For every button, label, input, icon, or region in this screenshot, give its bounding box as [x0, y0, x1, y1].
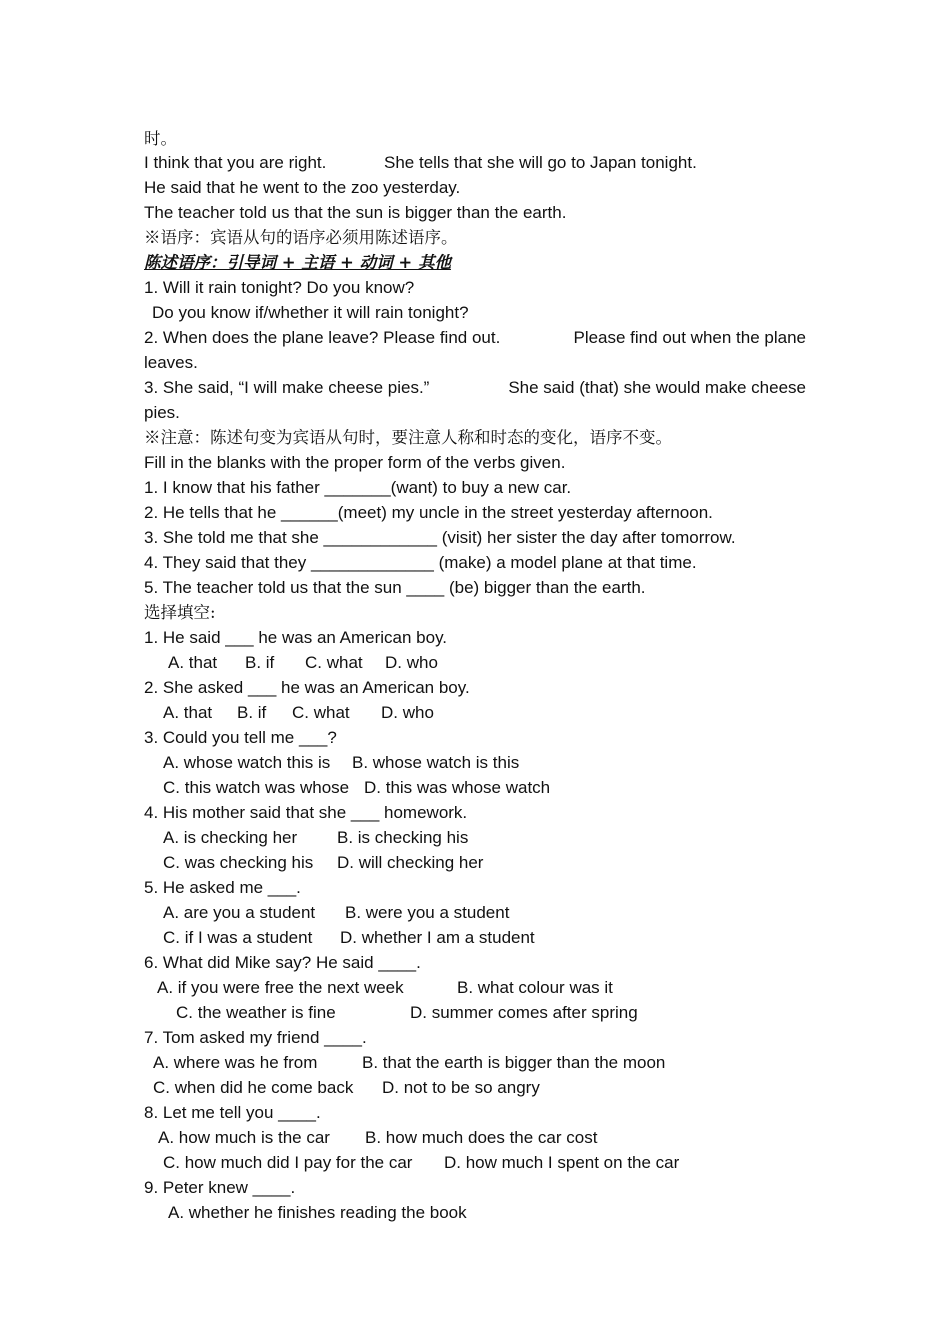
grammar-note: ※语序：宾语从句的语序必须用陈述语序。 — [144, 228, 458, 247]
example-answer: Please find out when the plane — [573, 328, 806, 347]
option-a: A. where was he from — [153, 1053, 318, 1072]
option-c: C. how much did I pay for the car — [163, 1153, 413, 1172]
option-b: B. if — [237, 703, 267, 722]
example-sentence: The teacher told us that the sun is bigger than the earth. — [144, 203, 567, 222]
choice-question: 6. What did Mike say? He said ____. — [144, 953, 421, 972]
example-question: 3. She said, “I will make cheese pies.” — [144, 378, 430, 397]
option-b: B. were you a student — [345, 903, 510, 922]
fill-item: 5. The teacher told us that the sun ____ (be) bigger than the earth. — [144, 578, 646, 597]
example-question: 2. When does the plane leave? Please find out. — [144, 328, 501, 347]
example-answer-cont: leaves. — [144, 353, 198, 372]
example-question: 1. Will it rain tonight? Do you know? — [144, 278, 415, 297]
option-a: A. how much is the car — [158, 1128, 330, 1147]
option-c: C. when did he come back — [153, 1078, 354, 1097]
option-b: B. is checking his — [337, 828, 469, 847]
fill-instruction: Fill in the blanks with the proper form of the verbs given. — [144, 453, 566, 472]
choice-heading: 选择填空: — [144, 603, 216, 622]
option-c: C. this watch was whose — [163, 778, 350, 797]
option-a: A. are you a student — [163, 903, 316, 922]
option-a: A. whether he finishes reading the book — [168, 1203, 467, 1222]
option-c: C. what — [292, 703, 350, 722]
choice-question: 4. His mother said that she ___ homework. — [144, 803, 468, 822]
option-c: C. if I was a student — [163, 928, 313, 947]
choice-question: 7. Tom asked my friend ____. — [144, 1028, 367, 1047]
option-b: B. how much does the car cost — [365, 1128, 598, 1147]
choice-question: 8. Let me tell you ____. — [144, 1103, 321, 1122]
option-d: D. this was whose watch — [364, 778, 551, 797]
choice-question: 1. He said ___ he was an American boy. — [144, 628, 448, 647]
example-sentence: She tells that she will go to Japan tonight. — [384, 153, 697, 172]
option-b: B. what colour was it — [457, 978, 613, 997]
choice-question: 2. She asked ___ he was an American boy. — [144, 678, 470, 697]
option-c: C. the weather is fine — [176, 1003, 336, 1022]
option-d: D. whether I am a student — [340, 928, 535, 947]
example-pair — [144, 325, 806, 350]
choice-question: 9. Peter knew ____. — [144, 1178, 296, 1197]
option-c: C. was checking his — [163, 853, 314, 872]
option-d: D. will checking her — [337, 853, 484, 872]
example-pair — [144, 375, 806, 400]
option-a: A. is checking her — [163, 828, 298, 847]
option-a: A. if you were free the next week — [157, 978, 404, 997]
example-answer-cont: pies. — [144, 403, 180, 422]
fill-item: 1. I know that his father _______(want) to buy a new car. — [144, 478, 572, 497]
fill-item: 2. He tells that he ______(meet) my uncle in the street yesterday afternoon. — [144, 503, 713, 522]
grammar-note: ※注意：陈述句变为宾语从句时，要注意人称和时态的变化，语序不变。 — [144, 428, 672, 447]
example-sentence: He said that he went to the zoo yesterday. — [144, 178, 461, 197]
example-answer: She said (that) she would make cheese — [508, 378, 806, 397]
option-c: C. what — [305, 653, 363, 672]
word-order-formula: 陈述语序：引导词 + 主语 + 动词 + 其他 — [144, 253, 451, 272]
option-b: B. that the earth is bigger than the moon — [362, 1053, 666, 1072]
example-answer: Do you know if/whether it will rain tonight? — [152, 303, 469, 322]
choice-question: 3. Could you tell me ___? — [144, 728, 337, 747]
option-a: A. that — [163, 703, 213, 722]
option-a: A. that — [168, 653, 218, 672]
option-b: B. whose watch is this — [352, 753, 520, 772]
option-d: D. not to be so angry — [382, 1078, 540, 1097]
example-sentence: I think that you are right. — [144, 153, 327, 172]
option-a: A. whose watch this is — [163, 753, 331, 772]
fill-item: 3. She told me that she ____________ (visit) her sister the day after tomorrow. — [144, 528, 736, 547]
continued-text: 时。 — [144, 129, 177, 148]
fill-item: 4. They said that they _____________ (make) a model plane at that time. — [144, 553, 697, 572]
option-d: D. summer comes after spring — [410, 1003, 638, 1022]
option-d: D. who — [385, 653, 438, 672]
option-d: D. how much I spent on the car — [444, 1153, 680, 1172]
option-b: B. if — [245, 653, 275, 672]
choice-question: 5. He asked me ___. — [144, 878, 301, 897]
option-d: D. who — [381, 703, 434, 722]
